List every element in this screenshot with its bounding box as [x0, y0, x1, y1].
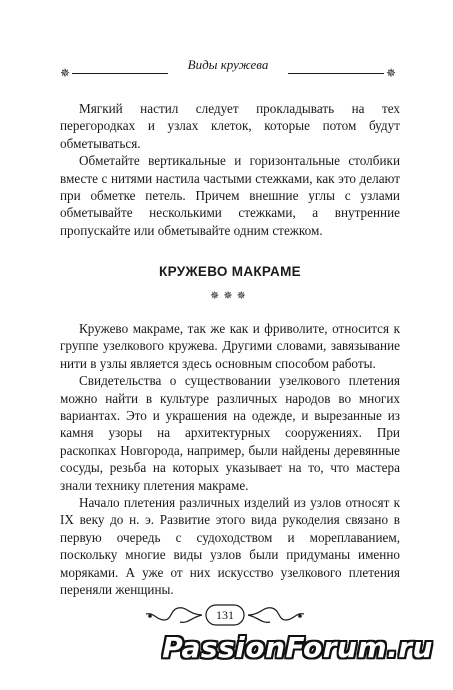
text-block-1	[60, 100, 400, 239]
paragraph: Свидетельства о существовании узелкового плетения можно найти в культуре различных народов во многих вариантах. Это и украшения на одежде, и вырезанные из камня узоры на архитектурных сооружениях. При раскопках Новгорода, например, были найдены деревянные сосуды, резьба на которых указывает на то, что мастера знали технику плетения макраме.	[60, 373, 400, 493]
ornament-left-icon: ✵	[60, 66, 71, 80]
header-rule-left	[72, 73, 168, 74]
section-heading: КРУЖЕВО МАКРАМЕ	[159, 264, 301, 279]
page-number: 131	[216, 608, 234, 622]
section-stars-icon: ✵✵✵	[210, 290, 250, 302]
paragraph: Обметайте вертикальные и горизонтальные столбики вместе с нитями настила частыми стежками, как это делают при обметке петель. Причем внешние углы с узлами обметывайте несколькими стежками, а внутренние пропускайте или обметывайте одним стежком.	[60, 153, 400, 238]
paragraph: Кружево макраме, так же как и фриволите, относится к группе узелкового кружева. Другими словами, завязывание нити в узлы является здесь основным способом работы.	[60, 321, 400, 371]
header-title: Виды кружева	[187, 57, 269, 72]
header-rule-right	[288, 73, 384, 74]
ornament-right-icon: ✵	[385, 66, 396, 80]
paragraph: Начало плетения различных изделий из узлов относят к IX веку до н. э. Развитие этого вида рукоделия связано в первую очередь с судоходством и мореплаванием, поскольку многие виды узлов были придуманы именно моряками. А уже от них искусство узелкового плетения переняли женщины.	[60, 495, 400, 598]
running-header	[58, 57, 398, 80]
text-block-2	[60, 320, 400, 599]
paragraph: Мягкий настил следует прокладывать на тех перегородках и узлах клеток, которые потом будут обметываться.	[60, 101, 400, 151]
watermark-logo: PassionForum.ru	[162, 631, 433, 664]
page-footer	[140, 600, 310, 630]
